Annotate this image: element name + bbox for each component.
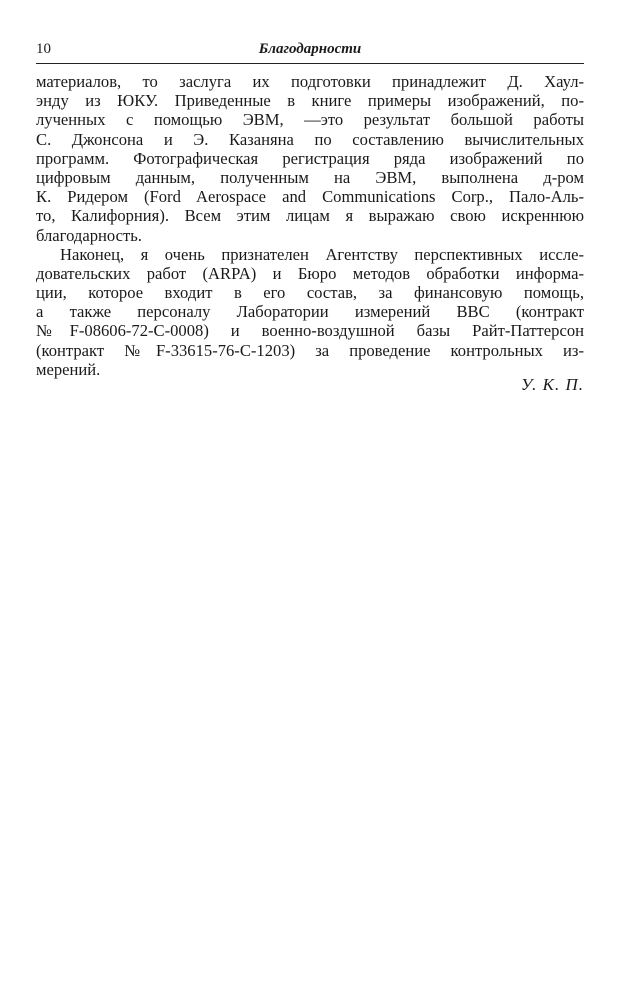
text-line: №F-08606-72-C-0008) и военно-воздушной базы Райт-Паттерсон xyxy=(36,321,584,341)
text-line: благодарность. xyxy=(36,225,142,245)
text-line: энду из ЮКУ. Приведенные в книге примеры изображений, по- xyxy=(36,91,584,111)
text-line: лученных с помощью ЭВМ, —это результат большой работы xyxy=(36,110,584,130)
body-text xyxy=(36,72,584,379)
text-line: мерений. xyxy=(36,359,101,379)
text-line: то, Калифорния). Всем этим лицам я выражаю свою искреннюю xyxy=(36,206,584,226)
text-line: К. Ридером (Ford Aerospace and Communications Corp., Пало-Аль- xyxy=(36,187,584,207)
text-line: цифровым данным, полученным на ЭВМ, выполнена д-ром xyxy=(36,167,584,187)
text-line: довательских работ (ARPA) и Бюро методов обработки информа- xyxy=(36,263,584,283)
page-number: 10 xyxy=(36,41,51,57)
text-line: С. Джонсона и Э. Казаняна по составлению вычислительных xyxy=(36,129,584,149)
text-line: а также персоналу Лаборатории измерений BBC (контракт xyxy=(36,302,584,322)
text-line: (контракт №F-33615-76-C-1203) за проведение контрольных из- xyxy=(36,340,584,360)
running-title: Благодарности xyxy=(258,41,362,57)
page-header xyxy=(36,41,584,64)
text-line: Наконец, я очень признателен Агентству перспективных иссле- xyxy=(60,244,584,264)
author-initials: У. К. П. xyxy=(520,375,584,394)
text-line: материалов, то заслуга их подготовки принадлежит Д. Хаул- xyxy=(36,72,584,91)
paragraph-1 xyxy=(36,72,584,245)
text-line: программ. Фотографическая регистрация ряда изображений по xyxy=(36,148,584,168)
paragraph-2 xyxy=(36,245,584,379)
text-line: ции, которое входит в его состав, за финансовую помощь, xyxy=(36,283,584,303)
